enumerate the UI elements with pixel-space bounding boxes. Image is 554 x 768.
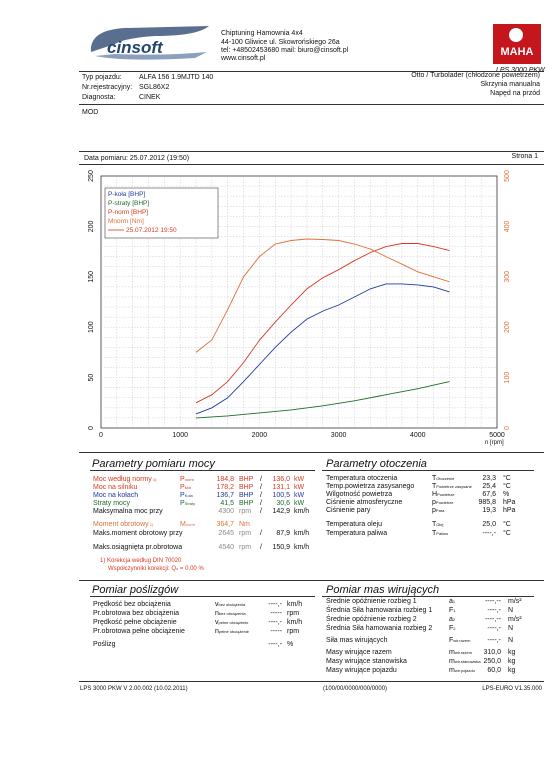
env-unit: °C <box>503 483 511 490</box>
param-unit-2: km/h <box>294 544 310 551</box>
param-value-1: 41,5 <box>220 500 234 507</box>
footer-right: LPS-EURO V1.35.000 <box>482 686 542 692</box>
param-sep: / <box>260 530 262 537</box>
param-unit-1: BHP <box>239 476 254 483</box>
mass-symbol: mwir.stanowiska <box>449 658 481 665</box>
param-value-2: 131,1 <box>272 484 290 491</box>
vehicle-type-value: ALFA 156 1.9MJTD 140 <box>139 74 214 81</box>
slip-label: Pr.obrotowa pełne obciążenie <box>93 628 185 635</box>
y-left-tick-label: 100 <box>88 321 95 334</box>
param-value-2: 87,9 <box>276 530 290 537</box>
param-unit-1: rpm <box>239 508 252 515</box>
mass-unit: N <box>508 625 514 632</box>
env-label: Temperatura oleju <box>326 521 383 528</box>
param-value-2: 30,6 <box>276 500 290 507</box>
env-symbol: TPaliwo <box>432 530 449 537</box>
slip-value: ----,- <box>268 601 282 608</box>
slip-value: ----,- <box>268 619 282 626</box>
slip-unit: km/h <box>287 601 303 608</box>
maha-brand: MAHA <box>500 46 534 58</box>
params-note-din: 1) Korekcja według DIN 70020 <box>100 558 182 564</box>
slip-symbol: vpełne obciążenie <box>215 619 249 626</box>
x-tick-label: 3000 <box>330 432 347 439</box>
env-unit: % <box>503 491 510 498</box>
slip-symbol: npełne obciążenie <box>215 628 249 635</box>
mass-label: Średnie opóźnienie rozbieg 1 <box>326 598 417 605</box>
y-left-tick-label: 50 <box>88 373 95 382</box>
page-number: Strona 1 <box>511 153 538 160</box>
vehicle-diag-value: CINEK <box>139 94 161 101</box>
env-value: 19,3 <box>482 507 496 514</box>
env-symbol: TOlej <box>432 521 444 528</box>
param-unit-2: kW <box>294 492 305 499</box>
legend-item: 25.07.2012 19:50 <box>126 227 177 234</box>
mass-value: ----,- <box>487 625 501 632</box>
mass-label: Średnie opóźnienie rozbieg 2 <box>326 616 417 623</box>
env-symbol: TPowietrze zasysane <box>432 483 472 490</box>
param-value-1: 136,7 <box>216 492 234 499</box>
mass-symbol: a2 <box>449 616 456 623</box>
vehicle-diag-label: Diagnosta: <box>82 94 116 101</box>
mass-title: Pomiar mas wirujących <box>326 584 440 596</box>
mass-unit: kg <box>508 649 516 656</box>
footer-left: LPS 3000 PKW V 2.00.002 (10.02.2011) <box>80 686 188 692</box>
slip-value: ----,- <box>268 641 282 648</box>
param-unit-2: kW <box>294 484 305 491</box>
measure-date: Data pomiaru: 25.07.2012 (19:50) <box>84 155 190 162</box>
mass-value: 310,0 <box>483 649 501 656</box>
env-symbol: TOtoczenie <box>432 475 455 482</box>
engine-type: Otto / Turbolader (chłodzone powietrzem) <box>411 72 540 79</box>
slip-label: Poślizg <box>93 641 116 648</box>
param-label: Moc według normy 1) <box>93 476 157 483</box>
param-label: Maks.osiągnięta pr.obrotowa <box>93 544 183 551</box>
env-value: 23,3 <box>482 475 496 482</box>
env-label: Ciśnienie atmosferyczne <box>326 499 403 506</box>
mass-value: ----,- <box>487 637 501 644</box>
param-label: Moment obrotowy 1) <box>93 521 154 528</box>
param-unit-1: Nm <box>239 521 250 528</box>
param-symbol: Pnorm <box>180 476 194 483</box>
slip-symbol: nbez obciążenia <box>215 610 246 617</box>
legend-item: P-norm [BHP] <box>108 209 149 216</box>
param-symbol: PKoła <box>180 492 193 499</box>
params-title: Parametry pomiaru mocy <box>92 458 215 470</box>
maha-model: LPS 3000 PKW <box>496 67 545 74</box>
slip-unit: rpm <box>287 610 300 617</box>
param-value-1: 364,7 <box>216 521 234 528</box>
mass-unit: m/s² <box>508 616 522 623</box>
x-tick-label: 2000 <box>251 432 268 439</box>
mass-unit: kg <box>508 667 516 674</box>
y-left-tick-label: 150 <box>88 270 95 283</box>
legend-item: P-straty [BHP] <box>108 200 150 207</box>
footer-mid: (100/00/0000/000/0000) <box>323 686 388 692</box>
gearbox-type: Skrzynia manualna <box>480 81 540 88</box>
company-address: 44-100 Gliwice ul. Skowrońskiego 26a <box>221 39 340 46</box>
y-right-tick-label: 300 <box>504 270 511 283</box>
y-right-tick-label: 0 <box>504 426 511 430</box>
params-note-corr: Współczynniki korekcji: Qo = 0,00 % <box>108 566 204 572</box>
slip-symbol: vbez obciążenia <box>215 601 246 608</box>
y-left-tick-label: 250 <box>88 170 95 182</box>
mass-label: Masy wirujące stanowiska <box>326 658 407 665</box>
vehicle-type-label: Typ pojazdu: <box>82 74 122 81</box>
param-sep: / <box>260 500 262 507</box>
param-unit-2: km/h <box>294 530 310 537</box>
vehicle-reg-label: Nr.rejestracyjny: <box>82 84 133 91</box>
param-symbol: Mnorm <box>180 521 195 528</box>
legend-item: Mnorm [Nm] <box>108 218 144 225</box>
drive-type: Napęd na przód <box>490 90 540 97</box>
param-unit-1: BHP <box>239 484 254 491</box>
vehicle-reg-value: SGL86X2 <box>139 84 170 91</box>
mass-label: Masy wirujące pojazdu <box>326 667 397 674</box>
env-value: 67,6 <box>482 491 496 498</box>
x-tick-label: 0 <box>99 432 103 439</box>
mass-symbol: mwir.pojazdu <box>449 667 475 674</box>
param-unit-2: kW <box>294 476 305 483</box>
param-value-1: 178,2 <box>216 484 234 491</box>
power-chart <box>79 166 544 451</box>
param-value-2: 100,5 <box>272 492 290 499</box>
mass-value: ----,-- <box>485 598 501 605</box>
param-sep: / <box>260 484 262 491</box>
slip-title: Pomiar poślizgów <box>92 584 179 596</box>
y-right-tick-label: 100 <box>504 371 511 384</box>
company-name: Chiptuning Hamownia 4x4 <box>221 30 303 37</box>
y-right-tick-label: 400 <box>504 220 511 233</box>
slip-label: Prędkość bez obciążenia <box>93 601 171 608</box>
logo-text: cinsoft <box>107 38 163 57</box>
param-value-1: 184,8 <box>216 476 234 483</box>
param-symbol: PStraty <box>180 500 196 507</box>
param-label: Moc na kołach <box>93 492 139 499</box>
param-unit-2: kW <box>294 500 305 507</box>
env-unit: °C <box>503 530 511 537</box>
param-sep: / <box>260 508 262 515</box>
param-unit-1: BHP <box>239 492 254 499</box>
env-unit: °C <box>503 521 511 528</box>
env-unit: hPa <box>503 499 516 506</box>
env-title: Parametry otoczenia <box>326 458 427 470</box>
env-unit: hPa <box>503 507 516 514</box>
company-web: www.cinsoft.pl <box>221 55 266 62</box>
mass-value: ----,- <box>487 607 501 614</box>
slip-unit: rpm <box>287 628 300 635</box>
y-left-tick-label: 200 <box>88 220 95 233</box>
param-value-1: 4300 <box>218 508 234 515</box>
env-unit: °C <box>503 475 511 482</box>
mass-symbol: mwir.razem <box>449 649 472 656</box>
mass-unit: kg <box>508 658 516 665</box>
chart-series <box>196 239 450 418</box>
param-value-1: 2645 <box>218 530 234 537</box>
x-axis-unit: n [rpm] <box>485 440 504 446</box>
mass-label: Średnia Siła hamowania rozbieg 2 <box>326 625 433 632</box>
x-tick-label: 5000 <box>489 432 505 439</box>
param-value-2: 150,9 <box>272 544 290 551</box>
slip-label: Pr.obrotowa bez obciążenia <box>93 610 179 617</box>
env-value: 985,8 <box>478 499 496 506</box>
slip-value: ----- <box>270 610 282 617</box>
param-value-2: 142,9 <box>272 508 290 515</box>
company-contact: tel: +48502453680 mail: biuro@cinsoft.pl <box>221 47 349 54</box>
env-value: 25,0 <box>482 521 496 528</box>
env-label: Temp.powietrza zasysanego <box>326 483 415 490</box>
param-label: Maks.moment obrotowy przy <box>93 530 183 537</box>
cinsoft-logo <box>85 22 213 64</box>
maha-logo <box>493 24 541 64</box>
param-label: Maksymalna moc przy <box>93 508 163 515</box>
mass-label: Siła mas wirujących <box>326 637 388 644</box>
mass-unit: m/s² <box>508 598 522 605</box>
slip-value: ----- <box>270 628 282 635</box>
env-label: Ciśnienie pary <box>326 507 371 514</box>
param-value-2: 136,0 <box>272 476 290 483</box>
env-label: Wilgotność powietrza <box>326 491 393 498</box>
x-tick-label: 4000 <box>410 432 426 439</box>
env-label: Temperatura otoczenia <box>326 475 398 482</box>
y-left-tick-label: 0 <box>88 426 95 430</box>
chart-legend <box>105 188 218 238</box>
param-sep: / <box>260 544 262 551</box>
mass-symbol: F1 <box>449 607 456 614</box>
param-unit-1: BHP <box>239 500 254 507</box>
mass-label: Średnia Siła hamowania rozbieg 1 <box>326 607 433 614</box>
slip-unit: % <box>287 641 294 648</box>
mass-value: 60,0 <box>487 667 501 674</box>
param-unit-1: rpm <box>239 544 252 551</box>
env-symbol: pPara <box>432 507 445 514</box>
mass-symbol: a1 <box>449 598 456 605</box>
legend-item: P-koła [BHP] <box>108 191 146 198</box>
param-value-1: 4540 <box>218 544 234 551</box>
x-tick-label: 1000 <box>172 432 188 439</box>
mass-label: Masy wirujące razem <box>326 649 392 656</box>
mass-value: 250,0 <box>483 658 501 665</box>
param-unit-1: rpm <box>239 530 252 537</box>
param-label: Straty mocy <box>93 500 130 507</box>
env-symbol: HPowietrze <box>432 491 455 498</box>
param-symbol: PMot <box>180 484 192 491</box>
param-sep: / <box>260 492 262 499</box>
env-value: ----,- <box>482 530 496 537</box>
mass-unit: N <box>508 607 514 614</box>
mass-symbol: Fwir.razem <box>449 637 471 644</box>
mass-unit: N <box>508 637 514 644</box>
param-label: Moc na silniku <box>93 484 138 491</box>
slip-label: Prędkość pełne obciążenie <box>93 619 177 626</box>
param-sep: / <box>260 476 262 483</box>
maha-gear-icon <box>509 28 523 42</box>
y-right-tick-label: 500 <box>504 170 511 182</box>
mass-symbol: F2 <box>449 625 456 632</box>
env-symbol: pPowietrze <box>432 499 454 506</box>
env-label: Temperatura paliwa <box>326 530 388 537</box>
slip-unit: km/h <box>287 619 303 626</box>
param-unit-2: km/h <box>294 508 310 515</box>
mod-label: MOD <box>82 109 99 116</box>
y-right-tick-label: 200 <box>504 321 511 334</box>
env-value: 25,4 <box>482 483 496 490</box>
mass-value: ----,-- <box>485 616 501 623</box>
